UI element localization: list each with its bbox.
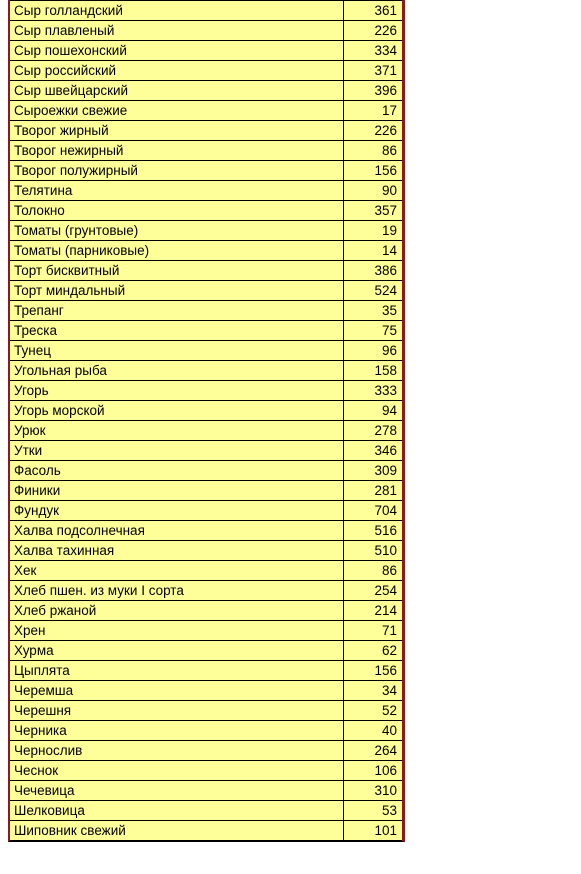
calorie-value-cell: 90 [344, 181, 403, 201]
calorie-value-cell: 17 [344, 101, 403, 121]
table-row [10, 181, 402, 201]
food-name-cell: Хурма [10, 641, 344, 661]
calorie-value-cell: 53 [344, 801, 403, 821]
table-row [10, 681, 402, 701]
food-name-cell: Сыр российский [10, 61, 344, 81]
food-name-cell: Чечевица [10, 781, 344, 801]
food-name-cell: Угольная рыба [10, 361, 344, 381]
calorie-value-cell: 71 [344, 621, 403, 641]
table-row [10, 281, 402, 301]
table-row [10, 41, 402, 61]
food-name-cell: Чеснок [10, 761, 344, 781]
food-name-cell: Томаты (грунтовые) [10, 221, 344, 241]
table-row [10, 121, 402, 141]
calorie-value-cell: 86 [344, 561, 403, 581]
food-name-cell: Сыр пошехонский [10, 41, 344, 61]
food-name-cell: Шелковица [10, 801, 344, 821]
table-row [10, 641, 402, 661]
calorie-value-cell: 96 [344, 341, 403, 361]
food-name-cell: Угорь морской [10, 401, 344, 421]
food-name-cell: Сыр швейцарский [10, 81, 344, 101]
food-name-cell: Творог полужирный [10, 161, 344, 181]
food-name-cell: Хек [10, 561, 344, 581]
food-name-cell: Халва подсолнечная [10, 521, 344, 541]
calorie-value-cell: 254 [344, 581, 403, 601]
food-name-cell: Торт миндальный [10, 281, 344, 301]
calorie-value-cell: 278 [344, 421, 403, 441]
table-row [10, 521, 402, 541]
calorie-value-cell: 309 [344, 461, 403, 481]
calorie-value-cell: 516 [344, 521, 403, 541]
food-name-cell: Телятина [10, 181, 344, 201]
table-row [10, 401, 402, 421]
calorie-value-cell: 226 [344, 121, 403, 141]
food-name-cell: Тунец [10, 341, 344, 361]
food-name-cell: Сыр голландский [10, 1, 344, 21]
table-row [10, 461, 402, 481]
food-name-cell: Сыроежки свежие [10, 101, 344, 121]
table-row [10, 261, 402, 281]
table-row [10, 781, 402, 801]
table-row [10, 21, 402, 41]
table-row [10, 1, 402, 21]
calorie-value-cell: 106 [344, 761, 403, 781]
calorie-value-cell: 510 [344, 541, 403, 561]
table-row [10, 501, 402, 521]
calorie-value-cell: 94 [344, 401, 403, 421]
calorie-value-cell: 310 [344, 781, 403, 801]
food-name-cell: Толокно [10, 201, 344, 221]
food-name-cell: Шиповник свежий [10, 821, 344, 841]
food-name-cell: Фасоль [10, 461, 344, 481]
table-row [10, 601, 402, 621]
food-name-cell: Томаты (парниковые) [10, 241, 344, 261]
food-name-cell: Трепанг [10, 301, 344, 321]
food-name-cell: Торт бисквитный [10, 261, 344, 281]
table-row [10, 201, 402, 221]
table-row [10, 541, 402, 561]
food-name-cell: Хрен [10, 621, 344, 641]
calorie-value-cell: 226 [344, 21, 403, 41]
table-row [10, 141, 402, 161]
calorie-table [10, 0, 402, 841]
table-row [10, 421, 402, 441]
calorie-value-cell: 357 [344, 201, 403, 221]
table-row [10, 81, 402, 101]
food-name-cell: Финики [10, 481, 344, 501]
table-row [10, 441, 402, 461]
calorie-value-cell: 14 [344, 241, 403, 261]
table-row [10, 701, 402, 721]
food-name-cell: Утки [10, 441, 344, 461]
table-row [10, 581, 402, 601]
table-row [10, 381, 402, 401]
calorie-value-cell: 101 [344, 821, 403, 841]
table-row [10, 761, 402, 781]
table-row [10, 481, 402, 501]
food-name-cell: Цыплята [10, 661, 344, 681]
table-row [10, 821, 402, 841]
food-name-cell: Творог нежирный [10, 141, 344, 161]
table-row [10, 561, 402, 581]
table-row [10, 661, 402, 681]
table-row [10, 221, 402, 241]
table-row [10, 61, 402, 81]
calorie-value-cell: 35 [344, 301, 403, 321]
table-row [10, 361, 402, 381]
calorie-value-cell: 371 [344, 61, 403, 81]
food-name-cell: Черника [10, 721, 344, 741]
calorie-value-cell: 361 [344, 1, 403, 21]
calorie-value-cell: 62 [344, 641, 403, 661]
calorie-value-cell: 386 [344, 261, 403, 281]
food-name-cell: Угорь [10, 381, 344, 401]
calorie-value-cell: 281 [344, 481, 403, 501]
calorie-value-cell: 86 [344, 141, 403, 161]
table-row [10, 621, 402, 641]
table-row [10, 721, 402, 741]
calorie-value-cell: 704 [344, 501, 403, 521]
food-name-cell: Черемша [10, 681, 344, 701]
food-name-cell: Хлеб пшен. из муки I сорта [10, 581, 344, 601]
calorie-value-cell: 264 [344, 741, 403, 761]
calorie-table-body [10, 1, 402, 841]
food-name-cell: Урюк [10, 421, 344, 441]
table-row [10, 321, 402, 341]
calorie-value-cell: 75 [344, 321, 403, 341]
calorie-value-cell: 34 [344, 681, 403, 701]
food-name-cell: Халва тахинная [10, 541, 344, 561]
table-row [10, 101, 402, 121]
calorie-value-cell: 158 [344, 361, 403, 381]
calorie-value-cell: 524 [344, 281, 403, 301]
calorie-table-frame [8, 0, 405, 842]
calorie-value-cell: 156 [344, 161, 403, 181]
table-row [10, 161, 402, 181]
table-row [10, 301, 402, 321]
calorie-value-cell: 396 [344, 81, 403, 101]
calorie-value-cell: 333 [344, 381, 403, 401]
food-name-cell: Сыр плавленый [10, 21, 344, 41]
table-row [10, 741, 402, 761]
food-name-cell: Черешня [10, 701, 344, 721]
calorie-value-cell: 19 [344, 221, 403, 241]
food-name-cell: Чернослив [10, 741, 344, 761]
table-row [10, 341, 402, 361]
food-name-cell: Хлеб ржаной [10, 601, 344, 621]
calorie-value-cell: 52 [344, 701, 403, 721]
table-row [10, 801, 402, 821]
food-name-cell: Треска [10, 321, 344, 341]
food-name-cell: Фундук [10, 501, 344, 521]
calorie-value-cell: 334 [344, 41, 403, 61]
food-name-cell: Творог жирный [10, 121, 344, 141]
calorie-value-cell: 214 [344, 601, 403, 621]
table-row [10, 241, 402, 261]
calorie-value-cell: 346 [344, 441, 403, 461]
calorie-value-cell: 156 [344, 661, 403, 681]
calorie-value-cell: 40 [344, 721, 403, 741]
